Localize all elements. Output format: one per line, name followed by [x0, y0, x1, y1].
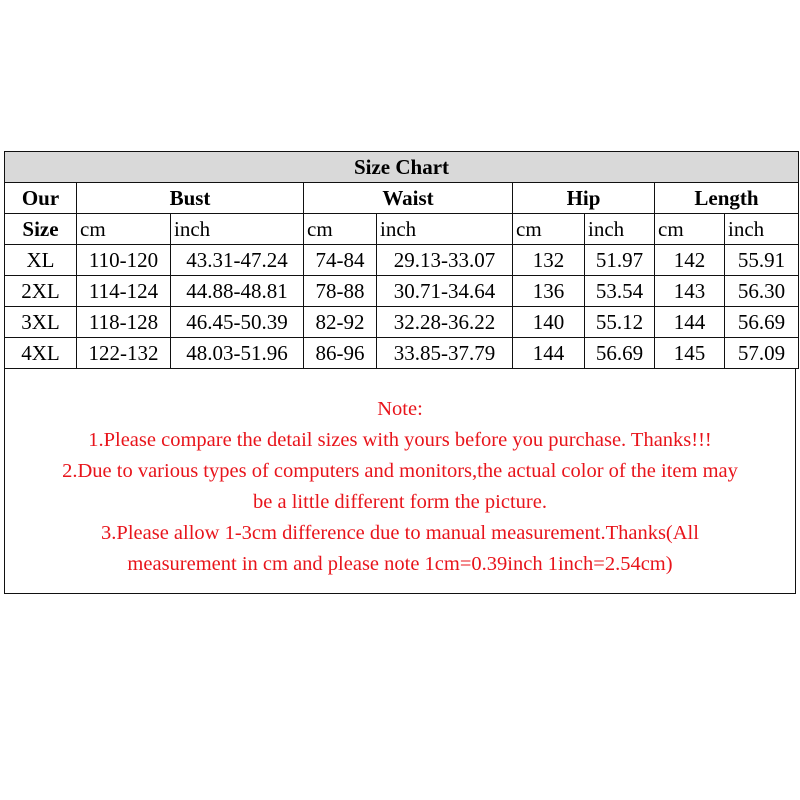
note-line-3a: 3.Please allow 1-3cm difference due to manual measurement.Thanks(All — [101, 522, 699, 544]
hip-inch-cell: 51.97 — [585, 245, 655, 276]
hip-cm-cell: 132 — [513, 245, 585, 276]
size-chart-sheet — [4, 151, 798, 369]
note-line-2a: 2.Due to various types of computers and monitors,the actual color of the item may — [62, 460, 738, 482]
header-size: Size — [5, 214, 77, 245]
hip-inch-cell: 53.54 — [585, 276, 655, 307]
header-our: Our — [5, 183, 77, 214]
bust-cm-cell: 110-120 — [77, 245, 171, 276]
hip-cm-cell: 136 — [513, 276, 585, 307]
hip-inch-cell: 55.12 — [585, 307, 655, 338]
size-cell: 3XL — [5, 307, 77, 338]
bust-cm-cell: 114-124 — [77, 276, 171, 307]
waist-cm-cell: 74-84 — [304, 245, 377, 276]
waist-inch-cell: 29.13-33.07 — [377, 245, 513, 276]
unit-waist-inch: inch — [377, 214, 513, 245]
waist-cm-cell: 86-96 — [304, 338, 377, 369]
unit-waist-cm: cm — [304, 214, 377, 245]
length-cm-cell: 142 — [655, 245, 725, 276]
bust-inch-cell: 43.31-47.24 — [171, 245, 304, 276]
note-line-1: 1.Please compare the detail sizes with yours before you purchase. Thanks!!! — [88, 429, 712, 451]
note-line-3b: measurement in cm and please note 1cm=0.39inch 1inch=2.54cm) — [127, 553, 673, 575]
unit-bust-cm: cm — [77, 214, 171, 245]
note-line-2b: be a little different form the picture. — [253, 491, 547, 513]
length-cm-cell: 145 — [655, 338, 725, 369]
header-waist: Waist — [304, 183, 513, 214]
bust-cm-cell: 122-132 — [77, 338, 171, 369]
length-cm-cell: 144 — [655, 307, 725, 338]
table-row — [5, 307, 799, 338]
size-chart-table — [4, 151, 799, 369]
length-inch-cell: 57.09 — [725, 338, 799, 369]
unit-hip-inch: inch — [585, 214, 655, 245]
hip-inch-cell: 56.69 — [585, 338, 655, 369]
unit-length-inch: inch — [725, 214, 799, 245]
length-inch-cell: 56.30 — [725, 276, 799, 307]
waist-inch-cell: 30.71-34.64 — [377, 276, 513, 307]
unit-bust-inch: inch — [171, 214, 304, 245]
unit-hip-cm: cm — [513, 214, 585, 245]
size-cell: 2XL — [5, 276, 77, 307]
waist-inch-cell: 33.85-37.79 — [377, 338, 513, 369]
size-cell: XL — [5, 245, 77, 276]
header-length: Length — [655, 183, 799, 214]
table-row — [5, 338, 799, 369]
table-row — [5, 245, 799, 276]
header-hip: Hip — [513, 183, 655, 214]
bust-inch-cell: 48.03-51.96 — [171, 338, 304, 369]
size-cell: 4XL — [5, 338, 77, 369]
table-title: Size Chart — [5, 152, 799, 183]
bust-inch-cell: 44.88-48.81 — [171, 276, 304, 307]
length-inch-cell: 56.69 — [725, 307, 799, 338]
length-cm-cell: 143 — [655, 276, 725, 307]
note-heading: Note: — [377, 398, 423, 420]
length-inch-cell: 55.91 — [725, 245, 799, 276]
unit-length-cm: cm — [655, 214, 725, 245]
hip-cm-cell: 140 — [513, 307, 585, 338]
waist-cm-cell: 82-92 — [304, 307, 377, 338]
bust-inch-cell: 46.45-50.39 — [171, 307, 304, 338]
table-row — [5, 276, 799, 307]
bust-cm-cell: 118-128 — [77, 307, 171, 338]
waist-inch-cell: 32.28-36.22 — [377, 307, 513, 338]
note-box — [4, 369, 796, 594]
hip-cm-cell: 144 — [513, 338, 585, 369]
waist-cm-cell: 78-88 — [304, 276, 377, 307]
header-bust: Bust — [77, 183, 304, 214]
